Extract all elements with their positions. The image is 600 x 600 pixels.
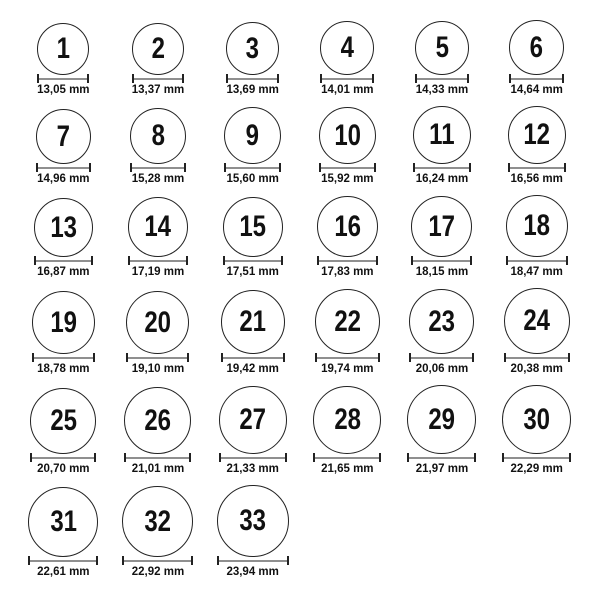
ring-circle — [37, 23, 89, 75]
ring-size-cell — [205, 107, 300, 185]
ring-size-cell — [205, 485, 300, 578]
diameter-label: 15,28 mm — [131, 173, 185, 185]
diameter-measure-line — [224, 163, 281, 172]
ring-circle — [415, 21, 469, 75]
ring-size-number: 2 — [151, 32, 165, 65]
ring-size-cell — [300, 107, 395, 185]
ring-circle — [221, 290, 285, 354]
diameter-label: 22,61 mm — [37, 566, 90, 578]
ring-circle — [409, 289, 474, 354]
ring-size-number: 25 — [49, 404, 77, 437]
ring-size-number: 18 — [523, 209, 551, 242]
ring-size-cell — [16, 487, 111, 578]
diameter-label: 23,94 mm — [226, 566, 279, 578]
ring-size-number: 32 — [144, 504, 172, 538]
ring-circle — [32, 291, 95, 354]
diameter-measure-line — [130, 163, 186, 172]
ring-size-cell — [205, 290, 300, 375]
diameter-label: 19,74 mm — [321, 363, 374, 375]
diameter-label: 14,96 mm — [37, 173, 90, 185]
ring-size-cell — [111, 486, 206, 578]
diameter-label: 13,37 mm — [131, 84, 185, 96]
ring-circle — [319, 107, 376, 164]
ring-size-number: 13 — [49, 210, 77, 244]
ring-circle — [317, 196, 378, 257]
ring-circle — [122, 486, 193, 557]
ring-size-cell — [205, 22, 300, 96]
diameter-measure-line — [126, 353, 189, 362]
diameter-label: 18,15 mm — [415, 266, 469, 278]
diameter-label: 21,33 mm — [226, 463, 279, 475]
ring-size-cell — [111, 23, 206, 96]
ring-size-number: 20 — [144, 305, 172, 339]
ring-size-cell — [111, 291, 206, 375]
ring-circle — [411, 196, 472, 257]
ring-size-number: 4 — [340, 31, 354, 64]
ring-size-cell — [395, 289, 490, 375]
ring-size-cell — [489, 385, 584, 475]
ring-size-cell — [395, 106, 490, 185]
diameter-label: 15,92 mm — [321, 173, 374, 185]
chart-row — [16, 485, 584, 578]
ring-size-number: 17 — [428, 209, 456, 243]
diameter-measure-line — [509, 74, 564, 83]
diameter-label: 22,92 mm — [131, 566, 185, 578]
diameter-measure-line — [34, 256, 93, 265]
diameter-label: 17,51 mm — [226, 266, 279, 278]
diameter-measure-line — [407, 453, 476, 462]
diameter-label: 16,87 mm — [37, 266, 90, 278]
chart-row — [16, 385, 584, 475]
diameter-label: 15,60 mm — [226, 173, 279, 185]
ring-size-cell — [395, 21, 490, 96]
diameter-label: 14,01 mm — [321, 84, 374, 96]
diameter-measure-line — [226, 74, 279, 83]
diameter-label: 18,78 mm — [37, 363, 90, 375]
ring-size-number: 7 — [56, 119, 71, 153]
ring-circle — [315, 289, 380, 354]
ring-size-number: 28 — [333, 403, 361, 436]
diameter-measure-line — [28, 556, 98, 565]
ring-size-number: 31 — [49, 505, 77, 538]
ring-size-cell — [111, 108, 206, 185]
ring-size-number: 27 — [239, 403, 267, 436]
ring-circle — [28, 487, 98, 557]
ring-size-cell — [489, 195, 584, 278]
ring-size-cell — [16, 23, 111, 96]
diameter-measure-line — [320, 74, 374, 83]
ring-size-cell — [111, 197, 206, 278]
diameter-measure-line — [219, 453, 287, 462]
ring-size-number: 30 — [523, 402, 551, 436]
ring-circle — [128, 197, 188, 257]
ring-size-cell — [205, 386, 300, 475]
diameter-measure-line — [122, 556, 193, 565]
diameter-measure-line — [30, 453, 96, 462]
diameter-measure-line — [37, 74, 89, 83]
ring-size-cell — [300, 386, 395, 475]
ring-size-number: 19 — [49, 305, 77, 339]
ring-circle — [223, 197, 283, 257]
chart-row — [16, 288, 584, 375]
diameter-label: 14,64 mm — [510, 84, 563, 96]
ring-size-number: 26 — [144, 403, 172, 437]
chart-row — [16, 106, 584, 185]
ring-size-cell — [395, 196, 490, 278]
ring-size-number: 6 — [529, 30, 544, 64]
ring-size-number: 29 — [428, 402, 456, 436]
ring-size-number: 3 — [245, 31, 260, 65]
ring-circle — [413, 106, 471, 164]
ring-size-cell — [395, 385, 490, 475]
diameter-label: 18,47 mm — [510, 266, 563, 278]
ring-size-number: 9 — [245, 118, 260, 152]
diameter-measure-line — [217, 556, 289, 565]
ring-circle — [217, 485, 289, 557]
diameter-measure-line — [132, 74, 184, 83]
diameter-measure-line — [502, 453, 571, 462]
ring-size-cell — [300, 289, 395, 375]
ring-size-cell — [16, 109, 111, 185]
ring-size-number: 16 — [333, 209, 361, 243]
ring-circle — [124, 387, 191, 454]
diameter-measure-line — [504, 353, 570, 362]
ring-size-number: 24 — [523, 304, 551, 337]
ring-size-cell — [300, 21, 395, 96]
ring-size-number: 14 — [144, 210, 172, 243]
ring-circle — [509, 20, 564, 75]
ring-size-number: 8 — [151, 119, 165, 152]
ring-size-cell — [16, 291, 111, 375]
diameter-measure-line — [411, 256, 472, 265]
ring-size-number: 11 — [429, 118, 455, 151]
diameter-label: 20,70 mm — [37, 463, 90, 475]
ring-size-cell — [111, 387, 206, 475]
diameter-measure-line — [415, 74, 469, 83]
diameter-measure-line — [313, 453, 381, 462]
diameter-label: 17,83 mm — [321, 266, 374, 278]
diameter-measure-line — [315, 353, 380, 362]
ring-size-cell — [489, 106, 584, 185]
ring-size-number: 1 — [56, 32, 71, 65]
ring-size-number: 21 — [239, 305, 267, 338]
ring-size-number: 12 — [523, 118, 551, 151]
diameter-label: 21,97 mm — [415, 463, 469, 475]
ring-size-cell — [489, 20, 584, 96]
ring-size-number: 23 — [428, 304, 456, 338]
diameter-label: 21,65 mm — [321, 463, 374, 475]
ring-circle — [30, 388, 96, 454]
diameter-measure-line — [508, 163, 566, 172]
ring-size-number: 15 — [239, 210, 267, 243]
ring-size-cell — [205, 197, 300, 278]
diameter-label: 19,42 mm — [226, 363, 279, 375]
ring-circle — [407, 385, 476, 454]
diameter-measure-line — [317, 256, 378, 265]
diameter-label: 19,10 mm — [131, 363, 185, 375]
chart-row — [16, 195, 584, 278]
ring-circle — [506, 195, 568, 257]
ring-size-cell — [489, 288, 584, 375]
diameter-label: 16,56 mm — [510, 173, 563, 185]
diameter-measure-line — [223, 256, 283, 265]
ring-size-number: 33 — [239, 504, 267, 537]
diameter-label: 14,33 mm — [415, 84, 469, 96]
ring-circle — [320, 21, 374, 75]
diameter-label: 16,24 mm — [415, 173, 469, 185]
diameter-measure-line — [409, 353, 474, 362]
ring-circle — [34, 198, 93, 257]
ring-size-number: 5 — [435, 31, 449, 64]
ring-circle — [126, 291, 189, 354]
diameter-measure-line — [413, 163, 471, 172]
chart-row — [16, 20, 584, 96]
diameter-label: 20,38 mm — [510, 363, 563, 375]
ring-circle — [504, 288, 570, 354]
ring-circle — [219, 386, 287, 454]
ring-circle — [226, 22, 279, 75]
diameter-label: 17,19 mm — [131, 266, 185, 278]
diameter-measure-line — [221, 353, 285, 362]
ring-circle — [130, 108, 186, 164]
ring-circle — [36, 109, 91, 164]
diameter-measure-line — [36, 163, 91, 172]
ring-size-cell — [16, 198, 111, 278]
diameter-label: 20,06 mm — [415, 363, 469, 375]
diameter-measure-line — [319, 163, 376, 172]
ring-size-cell — [16, 388, 111, 475]
ring-size-number: 10 — [333, 118, 361, 152]
diameter-label: 13,05 mm — [37, 84, 90, 96]
diameter-measure-line — [32, 353, 95, 362]
ring-circle — [224, 107, 281, 164]
ring-size-number: 22 — [333, 304, 361, 338]
diameter-label: 13,69 mm — [226, 84, 279, 96]
diameter-label: 21,01 mm — [131, 463, 185, 475]
ring-size-cell — [300, 196, 395, 278]
ring-circle — [313, 386, 381, 454]
ring-circle — [132, 23, 184, 75]
diameter-label: 22,29 mm — [510, 463, 563, 475]
diameter-measure-line — [124, 453, 191, 462]
diameter-measure-line — [128, 256, 188, 265]
ring-circle — [502, 385, 571, 454]
diameter-measure-line — [506, 256, 568, 265]
ring-circle — [508, 106, 566, 164]
